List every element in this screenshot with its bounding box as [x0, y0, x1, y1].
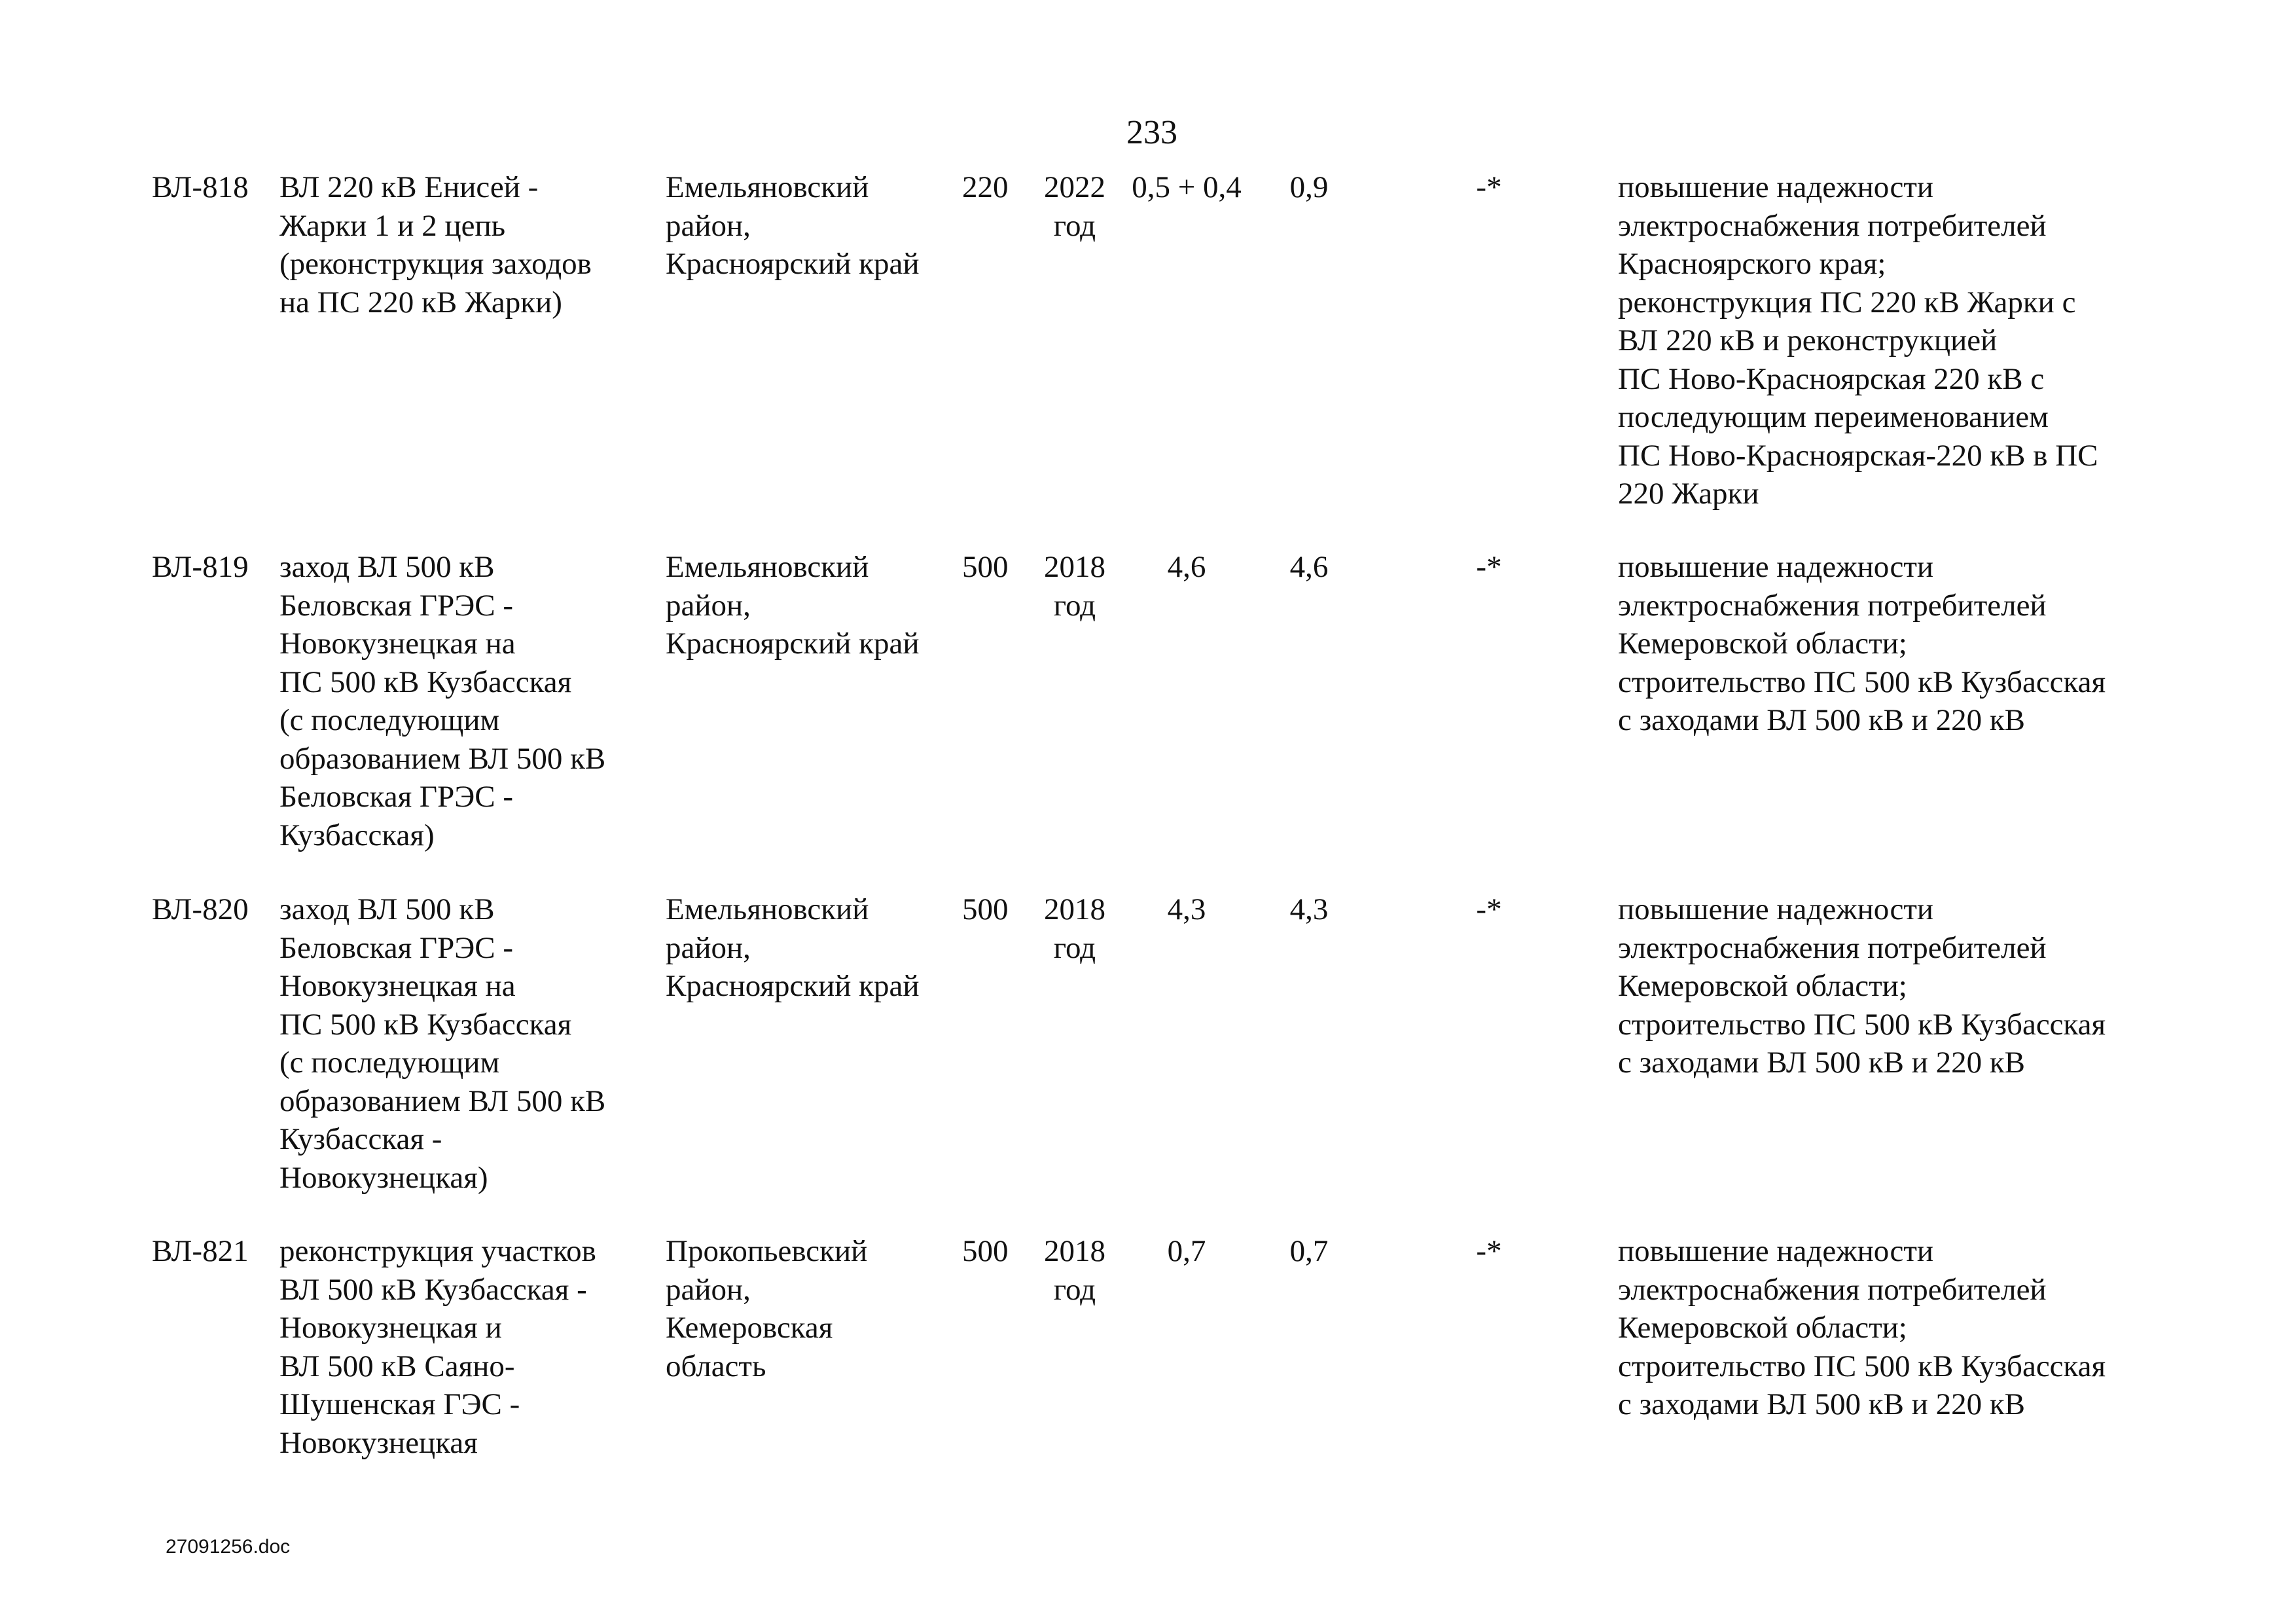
footer-filename: 27091256.doc — [166, 1536, 291, 1558]
line-voltage: 500 — [962, 1234, 1009, 1268]
line-purpose: повышение надежности электроснабжения потребителей Кемеровской области; строительство ПС 500 кВ Кузбасская с заходами ВЛ 500 кВ и 220 кВ — [1618, 892, 2106, 1080]
line-purpose: повышение надежности электроснабжения потребителей Кемеровской области; строительство ПС 500 кВ Кузбасская с заходами ВЛ 500 кВ и 220 кВ — [1618, 550, 2106, 737]
line-code: ВЛ-819 — [152, 550, 249, 584]
line-length-planned: 4,6 — [1167, 550, 1206, 584]
line-length-planned: 4,3 — [1167, 892, 1206, 926]
line-length-total: 4,6 — [1289, 550, 1329, 584]
line-purpose: повышение надежности электроснабжения потребителей Кемеровской области; строительство ПС 500 кВ Кузбасская с заходами ВЛ 500 кВ и 220 кВ — [1618, 1234, 2106, 1421]
line-name: заход ВЛ 500 кВ Беловская ГРЭС - Новокузнецкая на ПС 500 кВ Кузбасская (с последующим образованием ВЛ 500 кВ Беловская ГРЭС - Кузбасская) — [279, 550, 606, 852]
line-length-planned: 0,7 — [1167, 1234, 1206, 1268]
line-mark: -* — [1476, 1234, 1502, 1268]
line-name: ВЛ 220 кВ Енисей - Жарки 1 и 2 цепь (реконструкция заходов на ПС 220 кВ Жарки) — [279, 170, 592, 319]
line-length-total: 4,3 — [1289, 892, 1329, 926]
line-mark: -* — [1476, 170, 1502, 204]
line-mark: -* — [1476, 550, 1502, 584]
line-code: ВЛ-820 — [152, 892, 249, 926]
page-number: 233 — [1126, 114, 1177, 151]
line-purpose: повышение надежности электроснабжения потребителей Красноярского края; реконструкция ПС 220 кВ Жарки с ВЛ 220 кВ и реконструкцией ПС Ново-Красноярская 220 кВ с последующим переименованием ПС Ново-Красноярская-220 кВ в ПС 220 Жарки — [1618, 170, 2098, 511]
line-location: Емельяновский район, Красноярский край — [666, 170, 920, 281]
line-length-planned: 0,5 + 0,4 — [1132, 170, 1242, 204]
line-code: ВЛ-818 — [152, 170, 249, 204]
line-location: Емельяновский район, Красноярский край — [666, 892, 920, 1003]
line-location: Емельяновский район, Красноярский край — [666, 550, 920, 661]
line-voltage: 220 — [962, 170, 1009, 204]
line-year: 2018 год — [1044, 1234, 1105, 1307]
line-name: реконструкция участков ВЛ 500 кВ Кузбасская - Новокузнецкая и ВЛ 500 кВ Саяно- Шушенская ГЭС - Новокузнецкая — [279, 1234, 596, 1460]
line-length-total: 0,9 — [1289, 170, 1329, 204]
line-year: 2022 год — [1044, 170, 1105, 243]
line-length-total: 0,7 — [1289, 1234, 1329, 1268]
line-name: заход ВЛ 500 кВ Беловская ГРЭС - Новокузнецкая на ПС 500 кВ Кузбасская (с последующим образованием ВЛ 500 кВ Кузбасская - Новокузнецкая) — [279, 892, 606, 1195]
line-year: 2018 год — [1044, 550, 1105, 623]
line-voltage: 500 — [962, 892, 1009, 926]
line-voltage: 500 — [962, 550, 1009, 584]
line-location: Прокопьевский район, Кемеровская область — [666, 1234, 868, 1383]
line-code: ВЛ-821 — [152, 1234, 249, 1268]
line-year: 2018 год — [1044, 892, 1105, 965]
line-mark: -* — [1476, 892, 1502, 926]
